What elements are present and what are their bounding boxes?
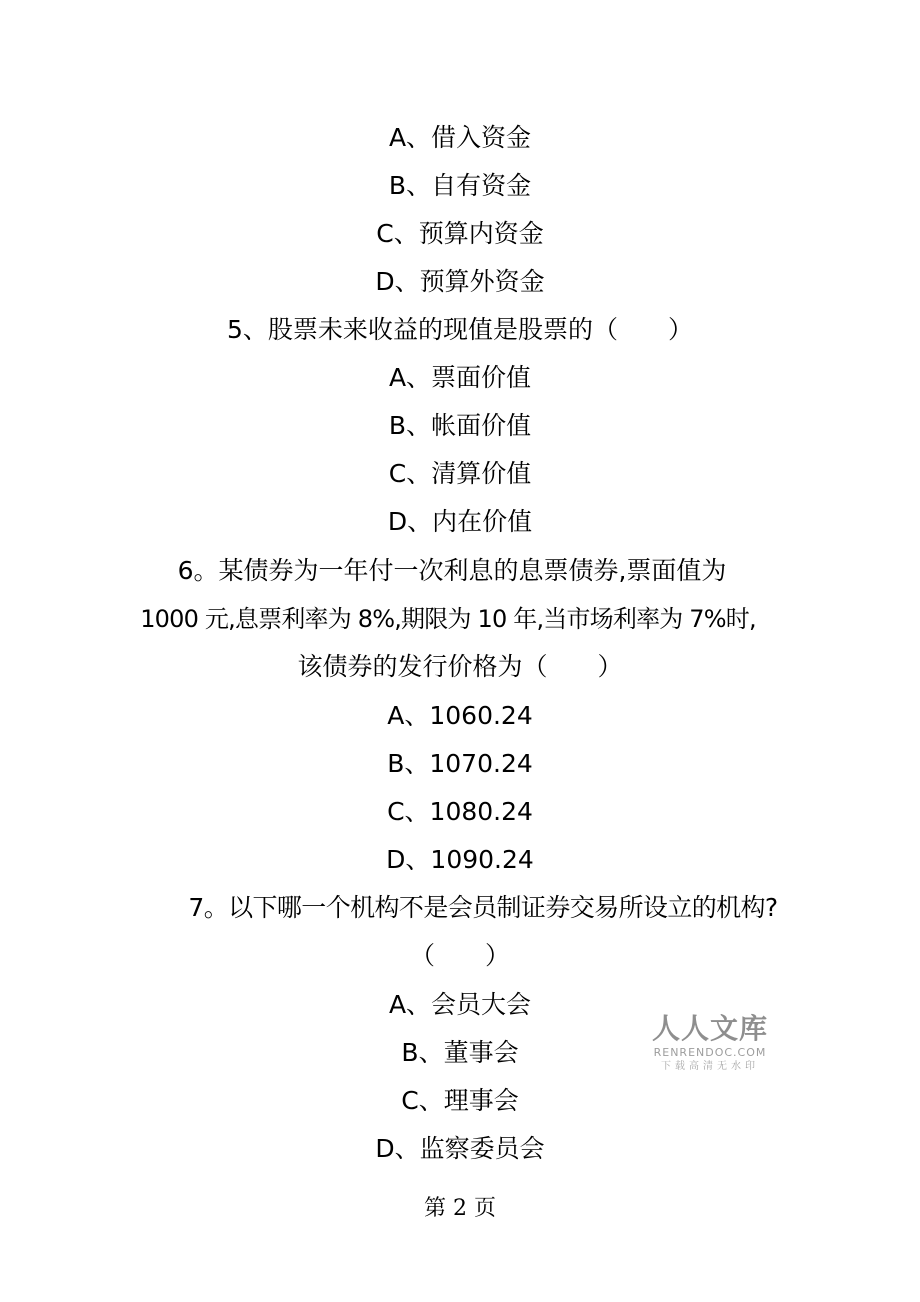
option-6d: D、1090.24: [386, 845, 534, 874]
question-7-line-2: （ ）: [409, 941, 510, 970]
page-number: 第 2 页: [424, 1196, 496, 1221]
question-6-line-1: 6。某债券为一年付一次利息的息票债券,票面值为: [177, 556, 727, 585]
option-5d: D、内在价值: [387, 507, 533, 536]
option-4a: A、借入资金: [388, 123, 532, 152]
watermark-title: 人人文库: [651, 1012, 768, 1045]
question-7-line-1: 7。以下哪一个机构不是会员制证券交易所设立的机构?: [188, 893, 778, 922]
option-6b: B、1070.24: [387, 749, 533, 778]
option-7d: D、监察委员会: [375, 1134, 545, 1163]
option-4b: B、自有资金: [388, 171, 532, 200]
option-4d: D、预算外资金: [375, 267, 545, 296]
question-6-line-2: 1000 元,息票利率为 8%,期限为 10 年,当市场利率为 7%时,: [140, 605, 756, 633]
option-6c: C、1080.24: [387, 797, 533, 826]
watermark-slogan: 下载高清无水印: [661, 1061, 759, 1072]
watermark-domain: RENRENDOC.COM: [653, 1046, 767, 1059]
option-5c: C、清算价值: [388, 459, 532, 488]
option-7a: A、会员大会: [388, 990, 532, 1019]
option-5b: B、帐面价值: [388, 411, 532, 440]
watermark-logo: [640, 1012, 780, 1074]
question-5: 5、股票未来收益的现值是股票的（ ）: [227, 315, 693, 344]
option-7b: B、董事会: [401, 1038, 519, 1067]
question-6-line-3: 该债券的发行价格为（ ）: [297, 652, 623, 681]
option-5a: A、票面价值: [388, 363, 532, 392]
option-6a: A、1060.24: [387, 701, 533, 730]
option-4c: C、预算内资金: [376, 219, 544, 248]
option-7c: C、理事会: [401, 1086, 519, 1115]
